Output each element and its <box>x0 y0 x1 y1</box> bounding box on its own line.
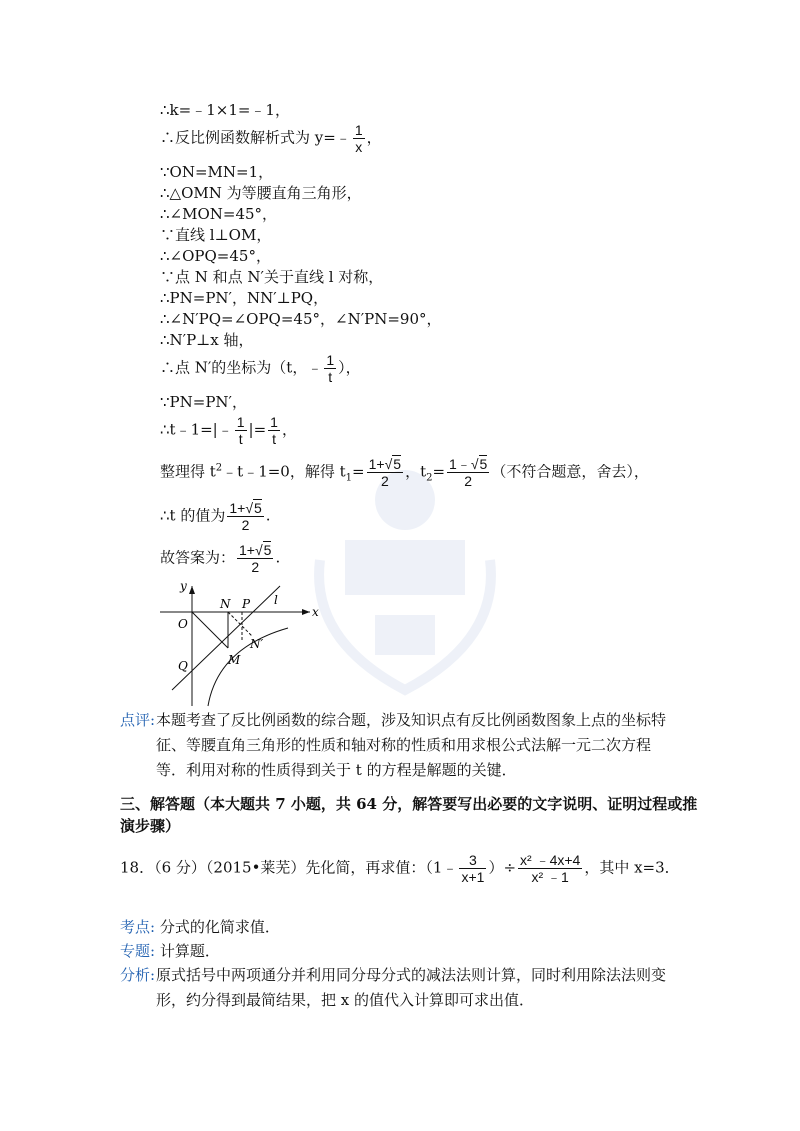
denominator: 2 <box>380 473 389 489</box>
kaodian-row <box>120 915 680 940</box>
denominator: x+1 <box>461 869 485 885</box>
comment-block <box>120 708 680 783</box>
fenxi-block <box>120 963 680 1013</box>
solution-line: ∵PN=PN′， <box>160 393 247 411</box>
text-segment: ∴反比例函数解析式为 y=﹣ <box>160 128 351 147</box>
denominator: 2 <box>251 559 260 575</box>
fraction <box>353 122 365 155</box>
denominator: 2 <box>241 517 250 533</box>
text-segment: . <box>275 548 281 567</box>
radicand: 5 <box>263 542 272 558</box>
text-segment: （不符合题意，舍去）， <box>491 462 649 481</box>
text-segment: 故答案为： <box>160 548 236 567</box>
fraction <box>324 352 336 385</box>
denominator: t <box>328 369 333 385</box>
solution-line: ∴△OMN 为等腰直角三角形， <box>160 184 362 202</box>
text-segment: = <box>352 462 365 481</box>
denominator: x² ﹣1 <box>531 869 569 885</box>
label-N: N <box>220 597 231 611</box>
kaodian-text: 分式的化简求值． <box>159 918 280 936</box>
solution-line: ∵直线 l⊥OM， <box>160 226 272 244</box>
segment-OM <box>192 612 228 648</box>
text-segment: ）， <box>338 358 361 377</box>
comment-label: 点评: <box>120 711 156 729</box>
fraction <box>367 456 403 489</box>
solution-line: ∴PN=PN′，NN′⊥PQ， <box>160 289 329 307</box>
denominator: t <box>238 431 243 447</box>
fenxi-label: 分析: <box>120 966 156 984</box>
denominator: t <box>272 431 277 447</box>
comment-text: 本题考查了反比例函数的综合题，涉及知识点有反比例函数图象上点的坐标特征、等腰直角三角形的性质和轴对称的性质和用求根公式法解一元二次方程等．利用对称的性质得到关于 t 的方程是解题的关键． <box>156 711 667 779</box>
label-N-prime: N′ <box>250 637 264 651</box>
text-segment: . <box>265 506 271 525</box>
question-text: ）÷ <box>488 858 517 877</box>
label-x: x <box>312 605 319 619</box>
x-axis-arrow <box>302 609 310 615</box>
fraction <box>459 852 486 885</box>
text-segment: ∴点 N′的坐标为（t，﹣ <box>160 358 323 377</box>
numerator: x² ﹣4x+4 <box>520 852 581 868</box>
solution-line <box>160 414 297 447</box>
zhuanti-label: 专题: <box>120 942 156 960</box>
numerator: 3 <box>459 852 486 869</box>
numerator-part: 1﹣ <box>449 456 471 472</box>
numerator: 1 <box>236 414 245 430</box>
exponent: 2 <box>215 462 223 474</box>
fraction <box>237 542 273 575</box>
fraction <box>268 414 280 447</box>
numerator: 1﹣√5 <box>449 456 488 472</box>
solution-line: ∴N′P⊥x 轴， <box>160 331 254 349</box>
label-O: O <box>178 617 188 631</box>
text-segment: |= <box>248 420 267 439</box>
numerator: 1 <box>326 352 335 368</box>
subscript: 2 <box>426 472 433 484</box>
denominator: 2 <box>464 473 473 489</box>
fenxi-text: 原式括号中两项通分并利用同分母分式的减法法则计算，同时利用除法法则变形，约分得到最简结果，把 x 的值代入计算即可求出值． <box>156 966 667 1009</box>
solution-line: ∴∠MON=45°， <box>160 205 278 223</box>
numerator-part: 1+ <box>368 456 385 472</box>
label-M: M <box>228 653 241 667</box>
solution-line <box>160 352 361 385</box>
numerator: 1 <box>270 414 278 430</box>
kaodian-label: 考点: <box>120 918 156 936</box>
zhuanti-row <box>120 939 680 964</box>
radicand: 5 <box>254 500 262 516</box>
solution-line: ∴k=﹣1×1=﹣1， <box>160 101 290 119</box>
numerator: 1 <box>354 122 363 138</box>
label-P: P <box>242 597 251 611</box>
section-title: 三、解答题（本大题共 7 小题，共 64 分，解答要写出必要的文字说明、证明过程或推演步骤） <box>120 795 698 835</box>
solution-line: ∴∠N′PQ=∠OPQ=45°，∠N′PN=90°， <box>160 310 442 328</box>
text-segment: ∴t 的值为 <box>160 506 226 525</box>
numerator: 1+√5 <box>368 456 402 472</box>
numerator: 1+√5 <box>229 500 262 516</box>
solution-line <box>160 456 649 489</box>
solution-line <box>160 122 382 155</box>
question-text: 18．（6 分）（2015•莱芜）先化简，再求值：（1﹣ <box>120 858 458 877</box>
fraction <box>447 456 489 489</box>
solution-line: ∴∠OPQ=45°， <box>160 247 271 265</box>
text-segment: = <box>432 462 446 481</box>
coordinate-figure <box>150 578 340 708</box>
radicand: 5 <box>479 456 488 472</box>
solution-line: ∵ON=MN=1， <box>160 163 274 181</box>
solution-line <box>160 542 280 575</box>
solution-line <box>160 500 271 533</box>
text-segment: 整理得 t <box>160 462 216 481</box>
fraction <box>235 414 247 447</box>
denominator: x <box>355 139 363 155</box>
label-Q: Q <box>178 659 188 673</box>
text-segment: ﹣t﹣1=0，解得 t <box>222 462 346 481</box>
label-y: y <box>180 579 187 593</box>
text-segment: ，t <box>405 462 427 481</box>
question-text: ，其中 x=3． <box>584 858 680 877</box>
solution-line: ∵点 N 和点 N′关于直线 l 对称， <box>160 268 384 286</box>
numerator-part: 1+ <box>239 542 255 558</box>
text-segment: ， <box>281 420 297 439</box>
label-l: l <box>274 593 278 607</box>
radicand: 5 <box>393 456 402 472</box>
numerator-part: 1+ <box>229 500 246 516</box>
question-18 <box>120 852 680 885</box>
zhuanti-text: 计算题． <box>159 942 220 960</box>
text-segment: ∴t﹣1=|﹣ <box>160 420 233 439</box>
numerator: 1+√5 <box>239 542 272 558</box>
y-axis-arrow <box>189 586 195 594</box>
text-segment: ， <box>366 128 382 147</box>
fraction <box>518 852 582 885</box>
fraction <box>227 500 263 533</box>
subscript: 1 <box>345 472 353 484</box>
